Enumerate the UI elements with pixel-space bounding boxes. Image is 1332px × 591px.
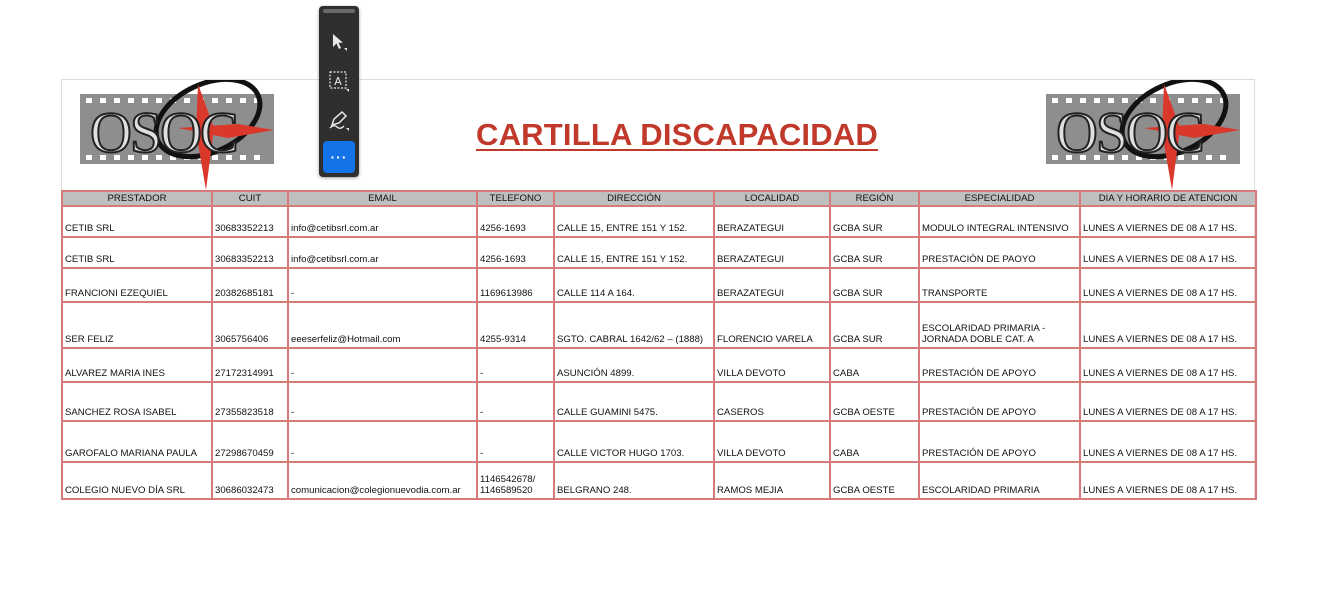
column-header-direccion: DIRECCIÓN (554, 191, 714, 206)
table-row (62, 302, 1256, 348)
table-cell: BERAZATEGUI (714, 268, 830, 302)
table-cell: PRESTACIÓN DE APOYO (919, 348, 1080, 382)
table-cell: LUNES A VIERNES DE 08 A 17 HS. (1080, 302, 1256, 348)
table-cell: GCBA SUR (830, 206, 919, 237)
osoc-logo-graphic (78, 80, 276, 190)
table-cell: - (288, 382, 477, 421)
table-cell: BELGRANO 248. (554, 462, 714, 499)
text-box-icon (328, 70, 350, 92)
select-tool-button[interactable] (323, 26, 355, 58)
table-cell: GCBA OESTE (830, 382, 919, 421)
table-cell: 30683352213 (212, 206, 288, 237)
table-cell: CASEROS (714, 382, 830, 421)
table-cell: LUNES A VIERNES DE 08 A 17 HS. (1080, 237, 1256, 268)
table-cell: info@cetibsrl.com.ar (288, 206, 477, 237)
document-page (61, 79, 1255, 499)
pen-sign-icon (328, 109, 350, 131)
column-header-horario: DIA Y HORARIO DE ATENCION (1080, 191, 1256, 206)
table-cell: SANCHEZ ROSA ISABEL (62, 382, 212, 421)
table-cell: CABA (830, 421, 919, 462)
table-cell: VILLA DEVOTO (714, 421, 830, 462)
table-cell: LUNES A VIERNES DE 08 A 17 HS. (1080, 382, 1256, 421)
table-cell: ALVAREZ MARIA INES (62, 348, 212, 382)
table-cell: SER FELIZ (62, 302, 212, 348)
table-row (62, 382, 1256, 421)
table-cell: 1146542678/ 1146589520 (477, 462, 554, 499)
table-cell: LUNES A VIERNES DE 08 A 17 HS. (1080, 421, 1256, 462)
table-cell: VILLA DEVOTO (714, 348, 830, 382)
osoc-logo-graphic (1044, 80, 1242, 190)
svg-text:A: A (334, 75, 342, 88)
table-cell: COLEGIO NUEVO DÍA SRL (62, 462, 212, 499)
table-row (62, 206, 1256, 237)
table-row (62, 348, 1256, 382)
table-cell: 27355823518 (212, 382, 288, 421)
table-cell: 30683352213 (212, 237, 288, 268)
table-cell: RAMOS MEJIA (714, 462, 830, 499)
column-header-cuit: CUIT (212, 191, 288, 206)
table-cell: LUNES A VIERNES DE 08 A 17 HS. (1080, 348, 1256, 382)
table-cell: ESCOLARIDAD PRIMARIA - JORNADA DOBLE CAT. A (919, 302, 1080, 348)
table-cell: GCBA SUR (830, 237, 919, 268)
table-cell: ESCOLARIDAD PRIMARIA (919, 462, 1080, 499)
table-cell: CALLE VICTOR HUGO 1703. (554, 421, 714, 462)
table-cell: - (288, 268, 477, 302)
table-cell: CALLE GUAMINI 5475. (554, 382, 714, 421)
table-cell: - (288, 348, 477, 382)
table-row (62, 421, 1256, 462)
table-cell: MODULO INTEGRAL INTENSIVO (919, 206, 1080, 237)
table-cell: eeeserfeliz@Hotmail.com (288, 302, 477, 348)
table-cell: GCBA OESTE (830, 462, 919, 499)
table-cell: - (477, 348, 554, 382)
osoc-logo-right (1044, 80, 1242, 190)
table-cell: LUNES A VIERNES DE 08 A 17 HS. (1080, 462, 1256, 499)
table-cell: CETIB SRL (62, 206, 212, 237)
table-row (62, 268, 1256, 302)
floating-toolbar (319, 6, 359, 177)
column-header-region: REGIÓN (830, 191, 919, 206)
svg-text:OSOC: OSOC (90, 100, 237, 165)
table-cell: GCBA SUR (830, 302, 919, 348)
column-header-especialidad: ESPECIALIDAD (919, 191, 1080, 206)
column-header-localidad: LOCALIDAD (714, 191, 830, 206)
text-select-tool-button[interactable] (323, 65, 355, 97)
table-cell: 3065756406 (212, 302, 288, 348)
column-header-prestador: PRESTADOR (62, 191, 212, 206)
svg-text:OSOC: OSOC (1056, 100, 1203, 165)
table-cell: 27172314991 (212, 348, 288, 382)
table-header-row (62, 191, 1256, 206)
osoc-logo-left (78, 80, 276, 190)
table-cell: 4255-9314 (477, 302, 554, 348)
table-cell: FLORENCIO VARELA (714, 302, 830, 348)
table-cell: LUNES A VIERNES DE 08 A 17 HS. (1080, 206, 1256, 237)
table-cell: LUNES A VIERNES DE 08 A 17 HS. (1080, 268, 1256, 302)
table-cell: 1169613986 (477, 268, 554, 302)
table-row (62, 237, 1256, 268)
table-cell: 30686032473 (212, 462, 288, 499)
table-cell: CALLE 114 A 164. (554, 268, 714, 302)
page-title: CARTILLA DISCAPACIDAD (476, 117, 879, 152)
table-cell: - (288, 421, 477, 462)
table-cell: CALLE 15, ENTRE 151 Y 152. (554, 237, 714, 268)
table-cell: - (477, 382, 554, 421)
table-cell: FRANCIONI EZEQUIEL (62, 268, 212, 302)
table-cell: GAROFALO MARIANA PAULA (62, 421, 212, 462)
table-cell: info@cetibsrl.com.ar (288, 237, 477, 268)
table-cell: GCBA SUR (830, 268, 919, 302)
table-cell: CETIB SRL (62, 237, 212, 268)
table-cell: 20382685181 (212, 268, 288, 302)
table-cell: ASUNCIÓN 4899. (554, 348, 714, 382)
table-cell: PRESTACIÓN DE PAOYO (919, 237, 1080, 268)
draw-tool-button[interactable] (323, 104, 355, 136)
table-cell: CALLE 15, ENTRE 151 Y 152. (554, 206, 714, 237)
providers-table (61, 190, 1257, 500)
table-cell: PRESTACIÓN DE APOYO (919, 421, 1080, 462)
table-cell: 27298670459 (212, 421, 288, 462)
table-cell: 4256-1693 (477, 206, 554, 237)
table-cell: comunicacion@colegionuevodia.com.ar (288, 462, 477, 499)
table-cell: BERAZATEGUI (714, 206, 830, 237)
more-tools-button[interactable]: ··· (323, 141, 355, 173)
cursor-arrow-icon (330, 32, 348, 52)
table-cell: CABA (830, 348, 919, 382)
table-cell: BERAZATEGUI (714, 237, 830, 268)
table-cell: TRANSPORTE (919, 268, 1080, 302)
table-row (62, 462, 1256, 499)
column-header-email: EMAIL (288, 191, 477, 206)
table-cell: SGTO. CABRAL 1642/62 – (1888) (554, 302, 714, 348)
column-header-telefono: TELEFONO (477, 191, 554, 206)
table-cell: - (477, 421, 554, 462)
toolbar-drag-handle[interactable] (323, 9, 355, 13)
table-cell: PRESTACIÓN DE APOYO (919, 382, 1080, 421)
table-cell: 4256-1693 (477, 237, 554, 268)
